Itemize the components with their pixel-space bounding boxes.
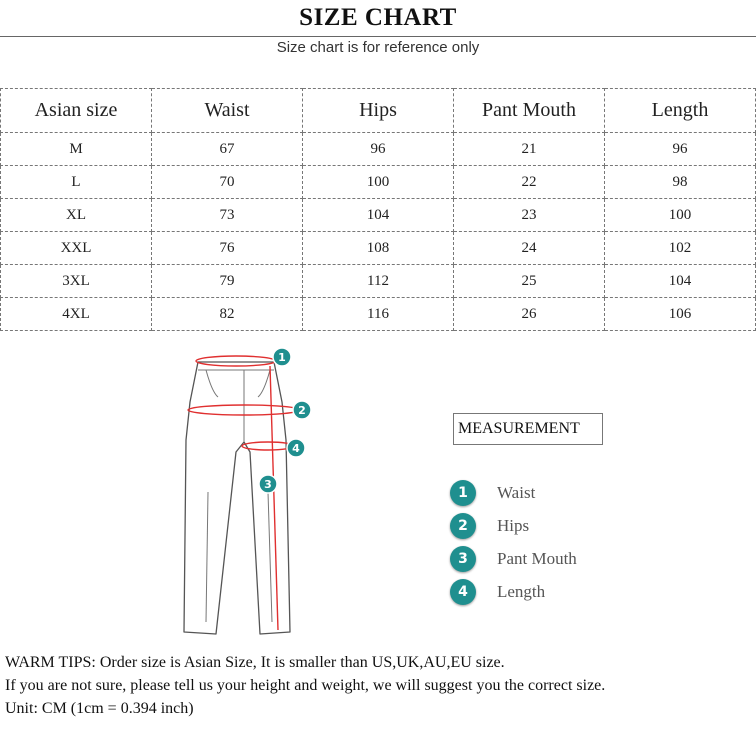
marker-4-label: 4 bbox=[292, 442, 300, 455]
page-subtitle: Size chart is for reference only bbox=[276, 39, 480, 56]
marker-1-label: 1 bbox=[278, 351, 286, 364]
table-cell: 4XL bbox=[1, 298, 152, 331]
table-cell: 21 bbox=[454, 133, 605, 166]
title-divider bbox=[0, 36, 756, 37]
table-cell: 98 bbox=[605, 166, 756, 199]
legend-label: Waist bbox=[497, 483, 536, 502]
table-cell: 116 bbox=[303, 298, 454, 331]
table-cell: 76 bbox=[152, 232, 303, 265]
tips-line: WARM TIPS: Order size is Asian Size, It is smaller than US,UK,AU,EU size. bbox=[5, 654, 505, 671]
column-header: Asian size bbox=[1, 89, 152, 133]
table-cell: L bbox=[1, 166, 152, 199]
legend-label: Hips bbox=[497, 516, 530, 535]
table-cell: 23 bbox=[454, 199, 605, 232]
table-cell: 79 bbox=[152, 265, 303, 298]
number-badge-icon: 3 bbox=[450, 546, 476, 572]
legend-label: Pant Mouth bbox=[497, 549, 577, 568]
number-badge-icon: 2 bbox=[450, 513, 476, 539]
table-cell: 100 bbox=[605, 199, 756, 232]
number-badge-icon: 1 bbox=[450, 480, 476, 506]
table-cell: 108 bbox=[303, 232, 454, 265]
table-cell: M bbox=[1, 133, 152, 166]
table-cell: XXL bbox=[1, 232, 152, 265]
number-badge-icon: 4 bbox=[450, 579, 476, 605]
table-row bbox=[1, 133, 756, 166]
table-cell: 25 bbox=[454, 265, 605, 298]
table-row bbox=[1, 298, 756, 331]
table-cell: 82 bbox=[152, 298, 303, 331]
page-title: SIZE CHART bbox=[299, 4, 457, 31]
pants-diagram bbox=[178, 342, 318, 642]
table-row bbox=[1, 166, 756, 199]
table-cell: 3XL bbox=[1, 265, 152, 298]
table-cell: 22 bbox=[454, 166, 605, 199]
table-cell: 26 bbox=[454, 298, 605, 331]
table-cell: 102 bbox=[605, 232, 756, 265]
table-cell: 96 bbox=[605, 133, 756, 166]
column-header: Pant Mouth bbox=[454, 89, 605, 133]
column-header: Length bbox=[605, 89, 756, 133]
table-cell: 100 bbox=[303, 166, 454, 199]
warm-tips bbox=[5, 651, 753, 720]
column-header: Hips bbox=[303, 89, 454, 133]
table-row bbox=[1, 265, 756, 298]
table-cell: 96 bbox=[303, 133, 454, 166]
table-row bbox=[1, 199, 756, 232]
column-header: Waist bbox=[152, 89, 303, 133]
legend-label: Length bbox=[497, 582, 546, 601]
marker-3-label: 3 bbox=[264, 478, 272, 491]
table-cell: 73 bbox=[152, 199, 303, 232]
table-cell: 70 bbox=[152, 166, 303, 199]
table-cell: 104 bbox=[303, 199, 454, 232]
size-table bbox=[0, 88, 756, 331]
table-cell: 67 bbox=[152, 133, 303, 166]
table-cell: 104 bbox=[605, 265, 756, 298]
unit-note: Unit: CM (1cm = 0.394 inch) bbox=[5, 700, 194, 717]
marker-2-label: 2 bbox=[298, 404, 306, 417]
table-cell: 106 bbox=[605, 298, 756, 331]
table-cell: 24 bbox=[454, 232, 605, 265]
measurement-heading: MEASUREMENT bbox=[453, 413, 603, 445]
table-header-row bbox=[1, 89, 756, 133]
table-cell: XL bbox=[1, 199, 152, 232]
table-row bbox=[1, 232, 756, 265]
table-cell: 112 bbox=[303, 265, 454, 298]
tips-line: If you are not sure, please tell us your height and weight, we will suggest you the correct size. bbox=[5, 677, 606, 694]
